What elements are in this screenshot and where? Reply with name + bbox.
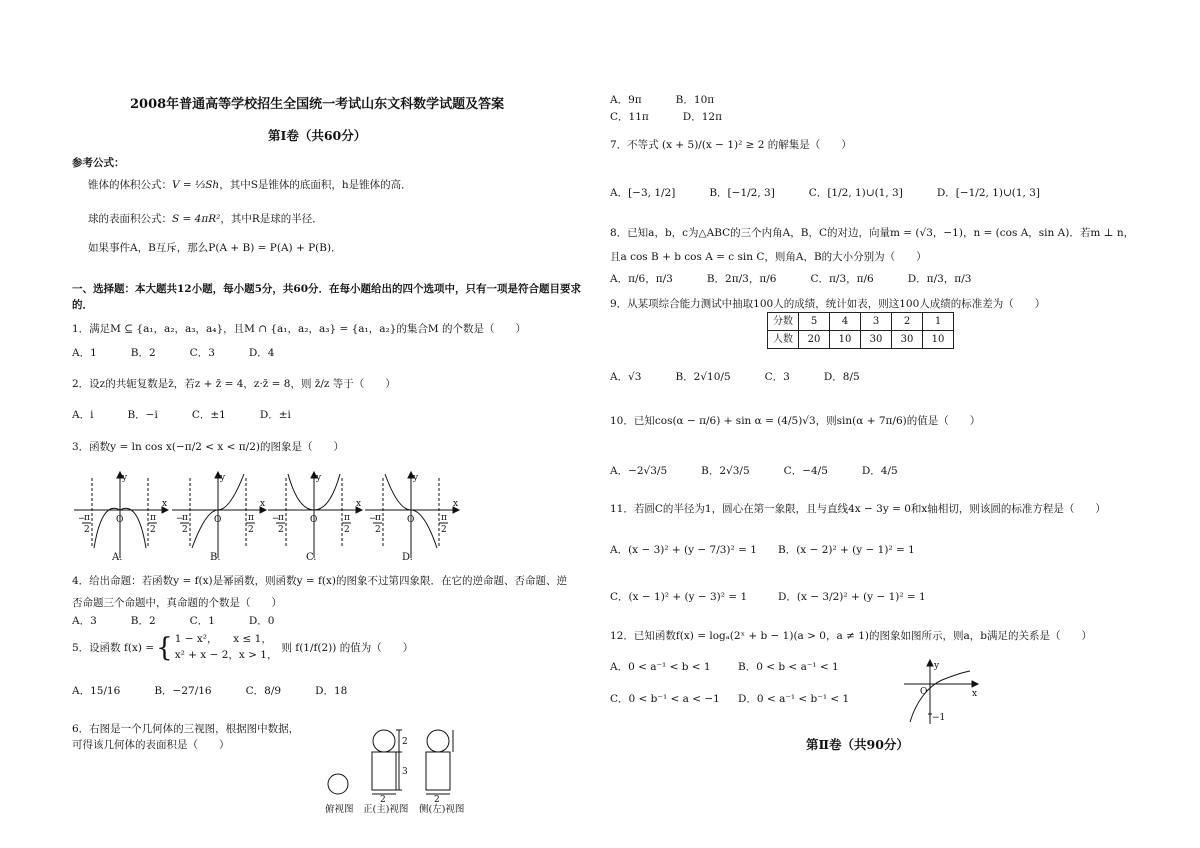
q9-options xyxy=(610,370,894,384)
graph-d-label: D. xyxy=(402,552,413,563)
q9-option-b: B．2√10/5 xyxy=(675,371,731,383)
svg-text:2: 2 xyxy=(84,525,90,535)
q12-neg-one: −1 xyxy=(932,713,946,723)
q5-stem: 5．设函数 f(x) = { 1 − x²， x ≤ 1， x² + x − 2，x > 1， 则 f(1/f(2)) 的值为（ ） xyxy=(72,632,414,663)
svg-text:π: π xyxy=(248,513,254,523)
cone-formula: 锥体的体积公式：V = ⅓Sh，其中S是锥体的底面积，h是锥体的高． xyxy=(88,179,412,191)
svg-text:π: π xyxy=(344,513,350,523)
q9-option-d: D．8/5 xyxy=(823,371,860,383)
q10-option-b: B．2√3/5 xyxy=(701,465,750,477)
svg-text:2: 2 xyxy=(248,525,254,535)
q12-option-d: D．0 < a⁻¹ < b⁻¹ < 1 xyxy=(738,693,850,705)
q11-option-b: B．(x − 2)² + (y − 1)² = 1 xyxy=(778,544,915,556)
q11-stem: 11．若圆C的半径为1，圆心在第一象限，且与直线4x − 3y = 0和x轴相切，则该圆的标准方程是（ ） xyxy=(610,503,1106,515)
q6-dim-3: 2 xyxy=(380,795,386,805)
svg-text:2: 2 xyxy=(441,525,447,535)
q6-stem: 6．右图是一个几何体的三视图，根据图中数据， xyxy=(72,723,300,735)
q5-option-b: B．−27/16 xyxy=(154,685,212,697)
q3-stem: 3．函数y = ln cos x(−π/2 < x < π/2)的图象是（ ） xyxy=(72,441,344,453)
q9-score-table xyxy=(767,312,954,349)
q4-options xyxy=(72,614,309,628)
q4-option-a: A．3 xyxy=(72,615,97,627)
q11-option-a: A．(x − 3)² + (y − 7/3)² = 1 xyxy=(610,544,757,556)
q12-option-a: A．0 < a⁻¹ < b < 1 xyxy=(610,661,711,673)
graph-b-origin: O xyxy=(214,515,222,525)
svg-text:2: 2 xyxy=(182,525,188,535)
svg-text:2: 2 xyxy=(375,525,381,535)
svg-text:π: π xyxy=(441,513,447,523)
q10-options xyxy=(610,464,932,478)
svg-text:−: − xyxy=(369,514,377,524)
q6-dim-1: 2 xyxy=(402,737,408,747)
q6-option-c: C．11π xyxy=(610,111,649,123)
svg-text:π: π xyxy=(182,513,188,523)
q2-stem: 2．设z的共轭复数是z̄，若z + z̄ = 4，z·z̄ = 8，则 z̄/z 等于（ ） xyxy=(72,378,396,390)
graph-b-y-label: y xyxy=(220,473,226,483)
svg-text:2: 2 xyxy=(344,525,350,535)
sphere-formula: 球的表面积公式：S = 4πR²，其中R是球的半径． xyxy=(88,213,323,225)
q7-option-c: C．[1/2, 1)∪(1, 3] xyxy=(808,187,903,199)
q5-case2: x² + x − 2，x > 1， xyxy=(174,648,278,661)
svg-text:π: π xyxy=(375,513,381,523)
graph-c-y-label: y xyxy=(316,473,322,483)
section1-heading: 一、选择题：本大题共12小题，每小题5分，共60分．在每小题给出的四个选项中，只有一项是符合题目要求 xyxy=(72,283,582,295)
svg-text:2: 2 xyxy=(278,525,284,535)
q1-option-d: D．4 xyxy=(248,347,275,359)
graph-d-origin: O xyxy=(407,515,415,525)
q9-option-a: A．√3 xyxy=(610,371,642,383)
q6-option-a: A．9π xyxy=(610,94,642,106)
q10-option-d: D．4/5 xyxy=(861,465,898,477)
q2-option-c: C．±1 xyxy=(191,409,226,421)
svg-text:−: − xyxy=(176,514,184,524)
table-row: 分数 5 4 3 2 1 xyxy=(768,313,954,331)
q7-stem: 7．不等式 (x + 5)/(x − 1)² ≥ 2 的解集是（ ） xyxy=(610,139,852,151)
q6-option-b: B．10π xyxy=(675,94,715,106)
graph-d-y-label: y xyxy=(413,473,419,483)
q6-options-row2 xyxy=(610,110,756,124)
q12-option-c: C．0 < b⁻¹ < a < −1 xyxy=(610,693,720,705)
q10-option-c: C．−4/5 xyxy=(783,465,828,477)
q11-option-d: D．(x − 3/2)² + (y − 1)² = 1 xyxy=(778,591,926,603)
graph-a-x-label: x xyxy=(162,499,168,509)
q10-stem: 10．已知cos(α − π/6) + sin α = (4/5)√3，则sin(α + 7π/6)的值是（ ） xyxy=(610,415,981,427)
q12-y-label: y xyxy=(934,661,940,671)
graph-b-x-label: x xyxy=(260,499,266,509)
q6-options-row1 xyxy=(610,93,748,107)
q8-option-a: A．π/6，π/3 xyxy=(610,273,673,285)
graph-a-label: A. xyxy=(112,552,123,563)
q4-option-b: B．2 xyxy=(130,615,156,627)
q11-option-c: C．(x − 1)² + (y − 3)² = 1 xyxy=(610,591,748,603)
q2-option-d: D．±i xyxy=(259,409,291,421)
q9-stem: 9．从某项综合能力测试中抽取100人的成绩，统计如表，则这100人成绩的标准差为（ ） xyxy=(610,298,1046,310)
side-view-label: 侧(左)视图 xyxy=(419,804,465,815)
q1-option-b: B．2 xyxy=(130,347,156,359)
section1-heading-cont: 的． xyxy=(72,299,93,311)
q7-option-b: B．[−1/2, 3] xyxy=(709,187,775,199)
svg-text:−: − xyxy=(272,514,280,524)
q12-log-graph xyxy=(902,656,986,728)
svg-text:−: − xyxy=(78,514,86,524)
q8-stem: 8．已知a，b，c为△ABC的三个内角A，B，C的对边，向量m = (√3，−1)，n = (cos A，sin A)．若m ⊥ n， xyxy=(610,227,1135,239)
front-view-label: 正(主)视图 xyxy=(363,804,409,815)
svg-text:π: π xyxy=(84,513,90,523)
q7-option-d: D．[−1/2, 1)∪(1, 3] xyxy=(936,187,1041,199)
q6-stem-cont: 可得该几何体的表面积是（ ） xyxy=(72,739,230,751)
q2-option-a: A．i xyxy=(72,409,94,421)
q6-dim-4: 2 xyxy=(434,795,440,805)
q1-option-c: C．3 xyxy=(189,347,215,359)
q4-option-d: D．0 xyxy=(248,615,275,627)
q8-stem-cont: 且a cos B + b cos A = c sin C，则角A，B的大小分别为（ ） xyxy=(610,251,927,263)
event-formula: 如果事件A，B互斥，那么P(A + B) = P(A) + P(B)． xyxy=(88,242,342,254)
q4-stem: 4．给出命题：若函数y = f(x)是幂函数，则函数y = f(x)的图象不过第四象限．在它的逆命题、否命题、逆 xyxy=(72,575,567,587)
svg-text:2: 2 xyxy=(150,525,156,535)
q5-options xyxy=(72,684,381,698)
table-row: 人数 20 10 30 30 10 xyxy=(768,331,954,349)
svg-text:π: π xyxy=(150,513,156,523)
q5-option-a: A．15/16 xyxy=(72,685,121,697)
q5-option-c: C．8/9 xyxy=(245,685,282,697)
q8-option-b: B．2π/3，π/6 xyxy=(706,273,777,285)
part2-heading: 第Ⅱ卷（共90分） xyxy=(806,737,909,752)
graph-b-label: B. xyxy=(210,552,221,563)
q2-option-b: B．−i xyxy=(127,409,158,421)
graph-d-x-label: x xyxy=(453,499,459,509)
graph-c-label: C. xyxy=(306,552,317,563)
q12-stem: 12．已知函数f(x) = logₐ(2ˣ + b − 1)(a > 0，a ≠ 1)的图象如图所示，则a，b满足的关系是（ ） xyxy=(610,630,1092,642)
q12-option-b: B．0 < b < a⁻¹ < 1 xyxy=(738,661,839,673)
q2-options xyxy=(72,408,325,422)
top-view-label: 俯视图 xyxy=(325,804,354,815)
q7-options xyxy=(610,186,1074,200)
q12-origin: O xyxy=(920,687,928,697)
q6-option-d: D．12π xyxy=(682,111,722,123)
q8-option-c: C．π/3，π/6 xyxy=(810,273,874,285)
graph-c-origin: O xyxy=(310,515,318,525)
svg-text:π: π xyxy=(278,513,284,523)
q9-option-c: C．3 xyxy=(764,371,790,383)
q4-stem-cont: 否命题三个命题中，真命题的个数是（ ） xyxy=(72,597,282,609)
q6-three-views xyxy=(317,722,487,817)
page-title: 2008年普通高等学校招生全国统一考试山东文科数学试题及答案 xyxy=(130,97,505,112)
q1-option-a: A．1 xyxy=(72,347,97,359)
graph-a-origin: O xyxy=(116,515,124,525)
q5-option-d: D．18 xyxy=(315,685,348,697)
part1-heading: 第Ⅰ卷（共60分） xyxy=(268,128,367,143)
q12-x-label: x xyxy=(972,689,978,699)
q8-options xyxy=(610,272,1005,286)
q3-graphs xyxy=(72,470,462,565)
q4-option-c: C．1 xyxy=(189,615,215,627)
q10-option-a: A．−2√3/5 xyxy=(610,465,668,477)
graph-c-x-label: x xyxy=(356,499,362,509)
q8-option-d: D．π/3，π/3 xyxy=(907,273,972,285)
q1-options xyxy=(72,346,309,360)
q1-stem: 1．满足M ⊆ {a₁，a₂，a₃，a₄}，且M ∩ {a₁，a₂，a₃} = {a₁，a₂}的集合M 的个数是（ ） xyxy=(72,323,526,335)
q6-dim-2: 3 xyxy=(402,767,408,777)
graph-a-y-label: y xyxy=(122,473,128,483)
q5-case1: 1 − x²， x ≤ 1， xyxy=(174,633,272,645)
q7-option-a: A．[−3, 1/2] xyxy=(610,187,676,199)
formulas-heading: 参考公式： xyxy=(72,157,125,169)
